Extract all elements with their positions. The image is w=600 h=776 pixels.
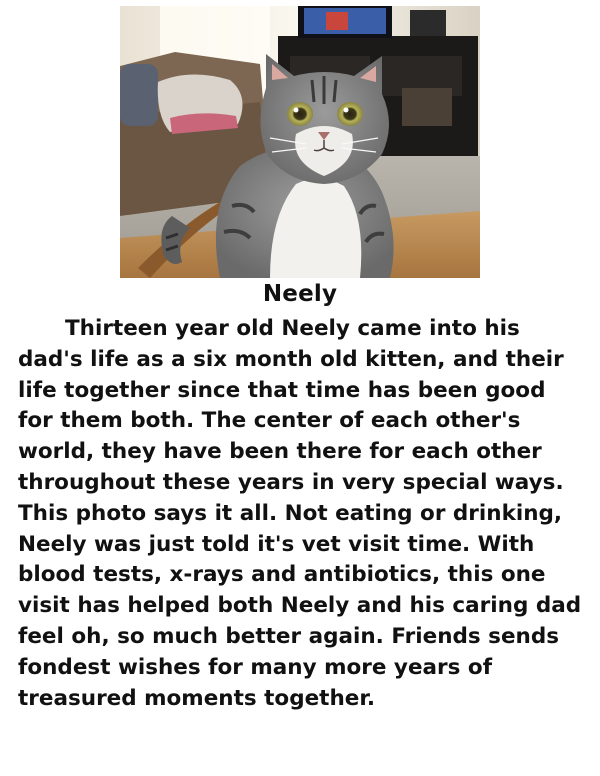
story-line: feel oh, so much better again. Friends sends xyxy=(18,623,560,649)
story-line: life together since that time has been good xyxy=(18,377,546,403)
story-line: blood tests, x-rays and antibiotics, this one xyxy=(18,562,546,588)
story-line: treasured moments together. xyxy=(18,685,376,711)
story-line: fondest wishes for many more years of xyxy=(18,654,493,680)
cat-photo xyxy=(120,6,480,278)
story-line: This photo says it all. Not eating or drinking, xyxy=(18,500,563,526)
story-line: visit has helped both Neely and his caring dad xyxy=(18,593,582,619)
story-line: throughout these years in very special ways. xyxy=(18,469,564,495)
story-text xyxy=(18,314,590,714)
story-line: Thirteen year old Neely came into his xyxy=(65,316,520,341)
cat-name-caption: Neely xyxy=(262,281,338,307)
story-line: Neely was just told it's vet visit time. With xyxy=(18,531,535,557)
story-line: world, they have been there for each other xyxy=(18,439,542,465)
story-line: dad's life as a six month old kitten, and their xyxy=(18,346,564,372)
story-line: for them both. The center of each other's xyxy=(18,408,521,434)
